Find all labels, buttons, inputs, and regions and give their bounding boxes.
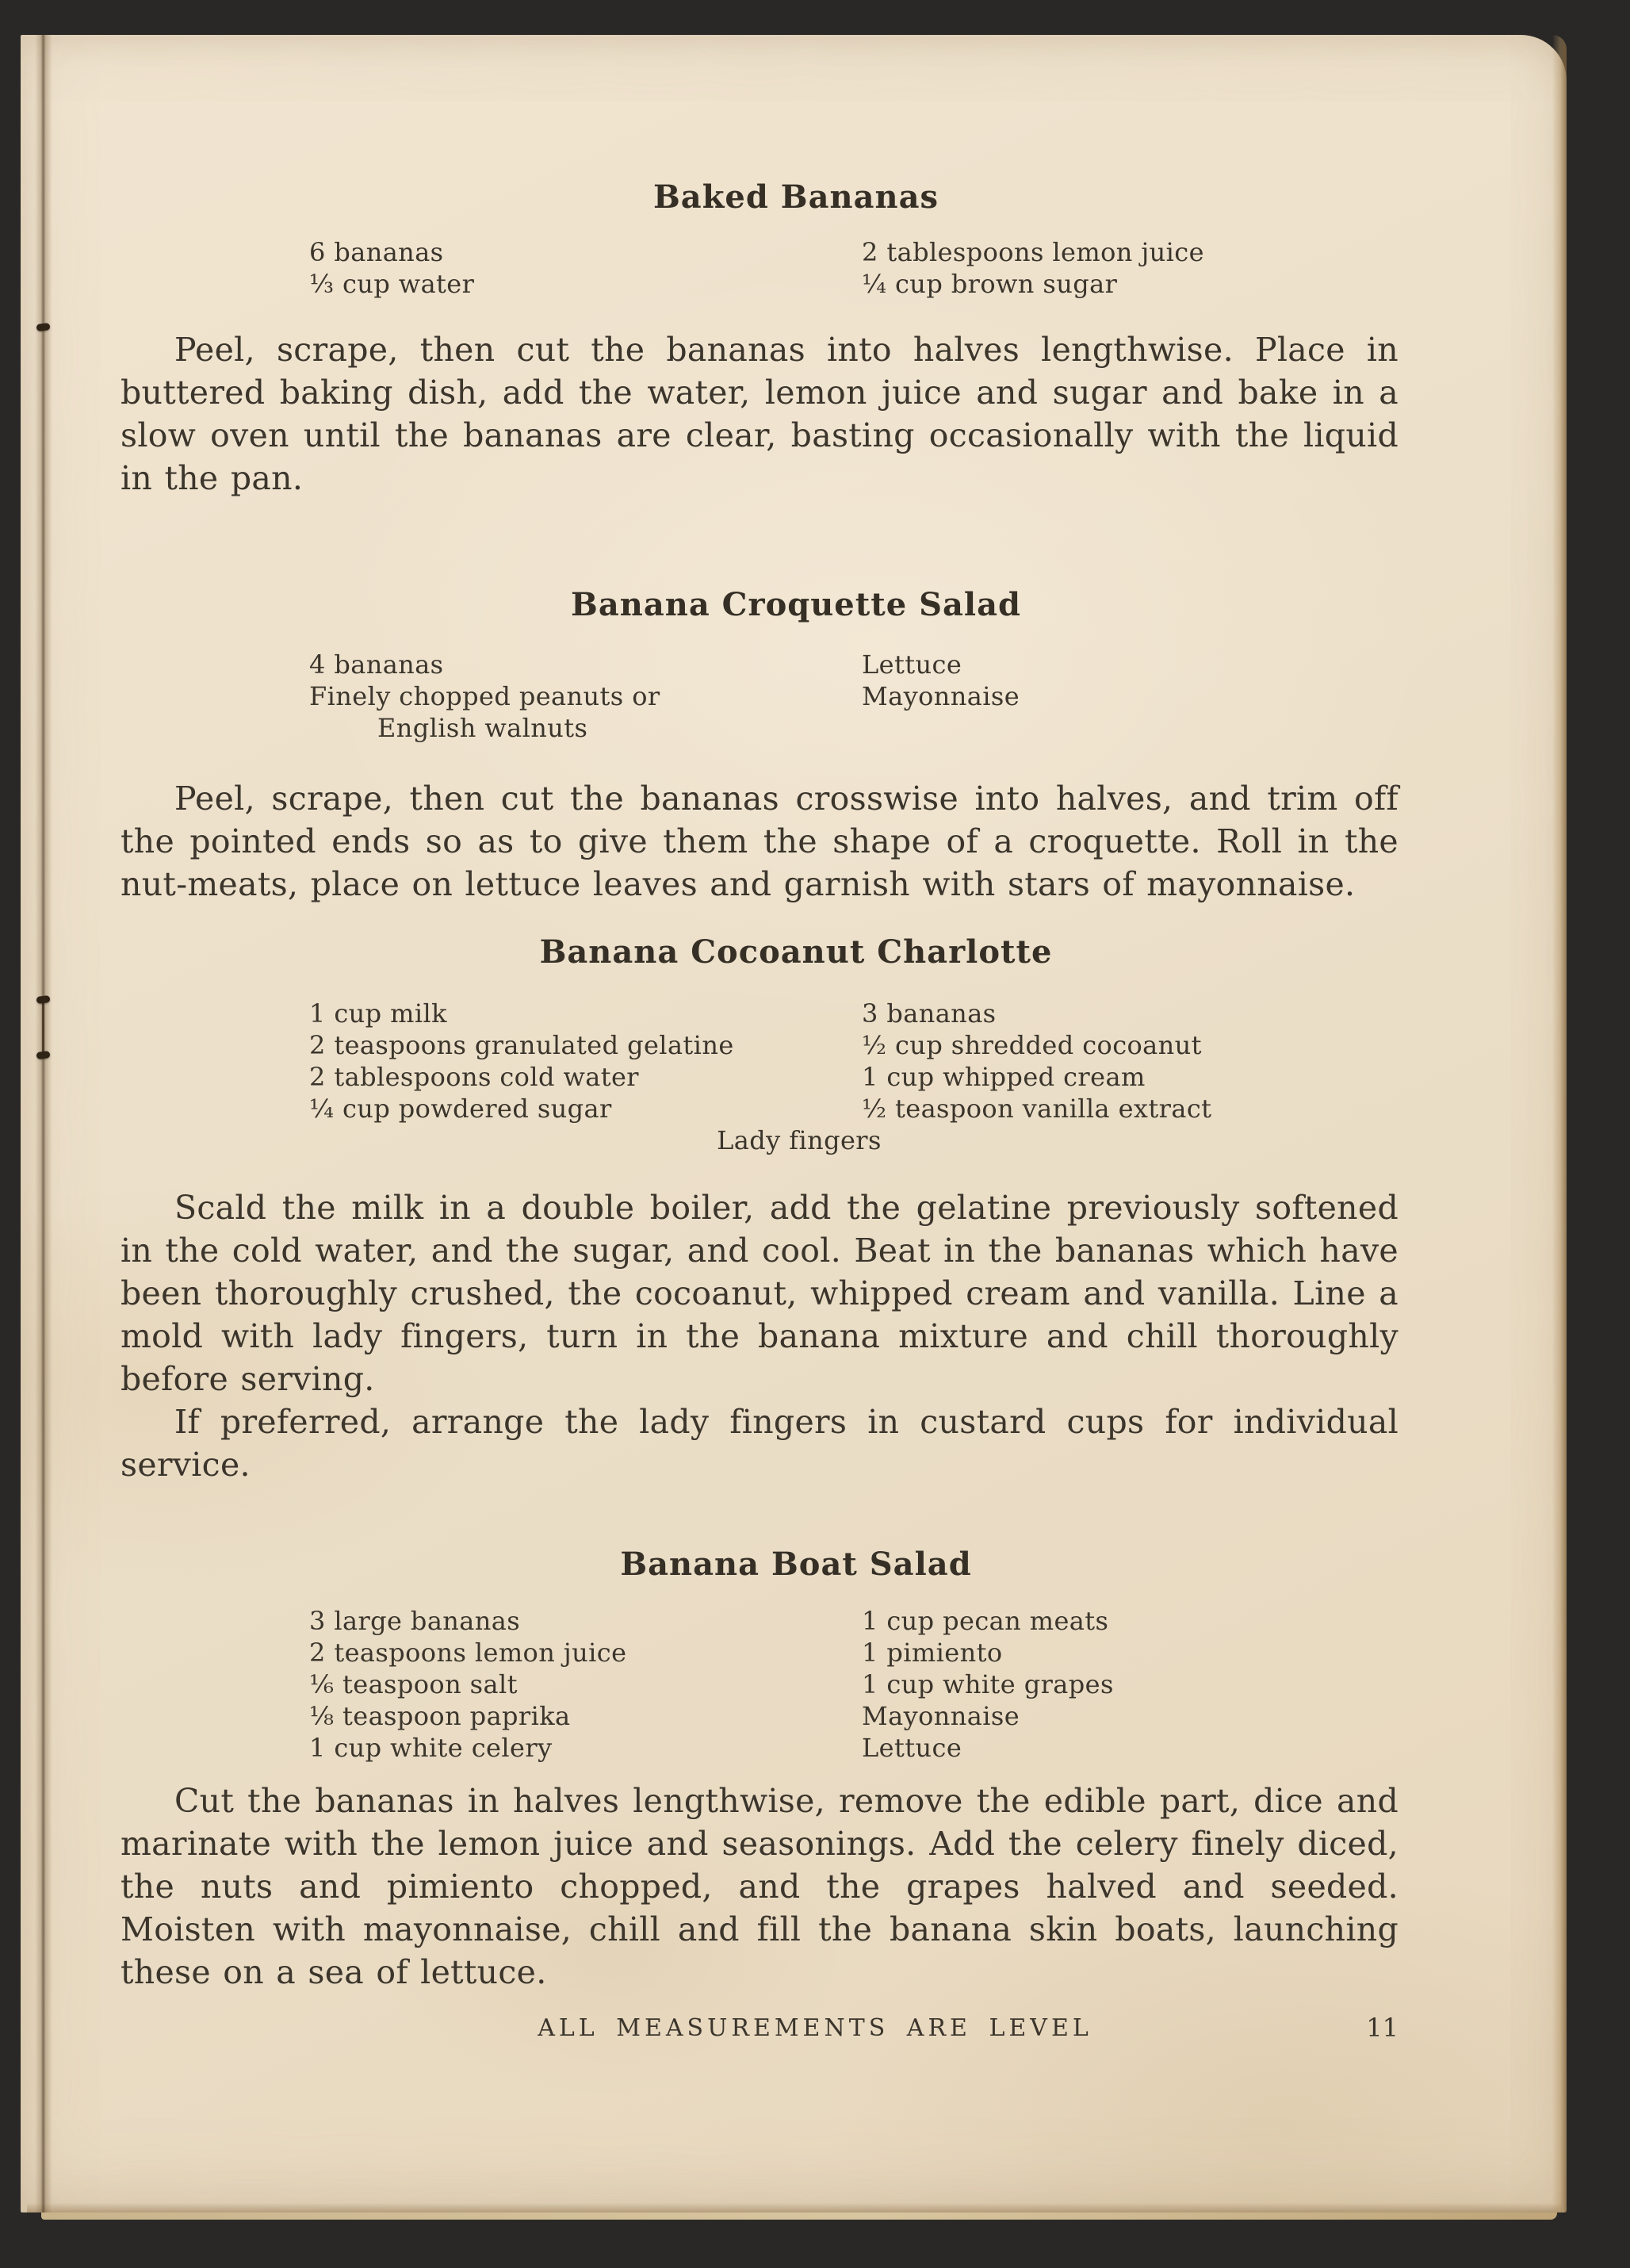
ingredient: 2 teaspoons lemon juice	[309, 1638, 627, 1668]
ingredient-columns	[121, 998, 1399, 1124]
ingredient: 1 cup whipped cream	[862, 1062, 1146, 1092]
ingredient: ⅙ teaspoon salt	[309, 1669, 518, 1699]
ingredient: ¼ cup brown sugar	[862, 269, 1118, 299]
ingredient: 2 tablespoons lemon juice	[862, 237, 1204, 267]
ingredient: 1 cup milk	[309, 998, 447, 1029]
recipe-section-banana-boat-salad	[121, 1546, 1399, 1994]
ingredient-columns	[121, 236, 1399, 300]
recipe-title: Banana Cocoanut Charlotte	[539, 933, 1053, 971]
ingredient: ½ teaspoon vanilla extract	[862, 1094, 1212, 1124]
page-stack-edge	[41, 2212, 1557, 2220]
ingredient-column-left	[309, 1605, 1399, 1764]
ingredient-column-right	[862, 649, 1020, 712]
recipe-title: Baked Bananas	[652, 178, 939, 216]
ingredient: 1 cup pecan meats	[862, 1606, 1109, 1636]
recipe-section-banana-croquette-salad	[121, 587, 1399, 906]
ingredient: 1 cup white celery	[309, 1733, 553, 1763]
recipe-instructions: Peel, scrape, then cut the bananas crosswise into halves, and trim off the pointed ends so as to give them the shape of a croquette. Roll in the nut-meats, place on lettuce leaves and garnish with stars of mayonnaise.	[121, 780, 1399, 903]
ingredient: 2 tablespoons cold water	[309, 1062, 640, 1092]
recipe-instructions: Peel, scrape, then cut the bananas into halves lengthwise. Place in buttered baking dish, add the water, lemon juice and sugar and bake in a slow oven until the bananas are clear, basting occasionally with the liquid in the pan.	[121, 331, 1399, 497]
ingredient: Finely chopped peanuts or	[309, 681, 660, 711]
ingredient-column-right	[862, 236, 1204, 300]
ingredient: ½ cup shredded cocoanut	[862, 1030, 1202, 1060]
page-number: 11	[1366, 2013, 1399, 2043]
ingredient: Lettuce	[862, 1733, 962, 1763]
ingredient-column-left	[309, 998, 1399, 1124]
ingredient: 1 pimiento	[862, 1638, 1003, 1668]
recipe-instructions: Cut the bananas in halves lengthwise, remove the edible part, dice and marinate with the lemon juice and seasonings. Add the celery finely diced, the nuts and pimiento chopped, and the grapes halved and seeded. Moisten with mayonnaise, chill and fill the banana skin boats, launching these on a sea of lettuce.	[121, 1782, 1399, 1991]
ingredient: 3 large bananas	[309, 1606, 521, 1636]
recipe-instructions: If preferred, arrange the lady fingers in custard cups for individual service.	[121, 1403, 1399, 1484]
ingredient-column-right	[862, 1605, 1114, 1764]
ingredient: ⅛ teaspoon paprika	[309, 1701, 571, 1731]
binding-thread	[42, 1001, 44, 1058]
ingredient: 4 bananas	[309, 649, 444, 680]
ingredient-column-left	[309, 236, 1399, 300]
ingredient: English walnuts	[377, 713, 588, 743]
binding-gutter	[35, 35, 52, 2212]
ingredient-column-right	[862, 998, 1211, 1124]
ingredient: 6 bananas	[309, 237, 444, 267]
book-page	[21, 35, 1567, 2212]
ingredient: Mayonnaise	[862, 681, 1020, 711]
recipe-section-banana-cocoanut-charlotte	[121, 934, 1399, 1486]
page-footer	[121, 2014, 1399, 2051]
recipe-title: Banana Croquette Salad	[571, 586, 1021, 623]
footer-motto: ALL MEASUREMENTS ARE LEVEL	[538, 2014, 1092, 2042]
ingredient: Lettuce	[862, 649, 962, 680]
ingredient-column-left	[309, 649, 1399, 744]
page-content	[121, 35, 1399, 2051]
ingredient-centered: Lady fingers	[717, 1125, 882, 1155]
ingredient: 3 bananas	[862, 998, 997, 1029]
recipe-section-baked-bananas	[121, 179, 1399, 500]
ingredient-columns	[121, 649, 1399, 744]
ingredient: Mayonnaise	[862, 1701, 1020, 1731]
ingredient: 1 cup white grapes	[862, 1669, 1114, 1699]
ingredient-columns	[121, 1605, 1399, 1764]
recipe-title: Banana Boat Salad	[620, 1546, 972, 1583]
recipe-instructions: Scald the milk in a double boiler, add the gelatine previously softened in the cold water, and the sugar, and cool. Beat in the bananas which have been thoroughly crushed, the cocoanut, whipped cream and vanilla. Line a mold with lady fingers, turn in the banana mixture and chill thoroughly before serving.	[121, 1189, 1399, 1398]
ingredient: ¼ cup powdered sugar	[309, 1094, 612, 1124]
ingredient: 2 teaspoons granulated gelatine	[309, 1030, 734, 1060]
ingredient: ⅓ cup water	[309, 269, 475, 299]
